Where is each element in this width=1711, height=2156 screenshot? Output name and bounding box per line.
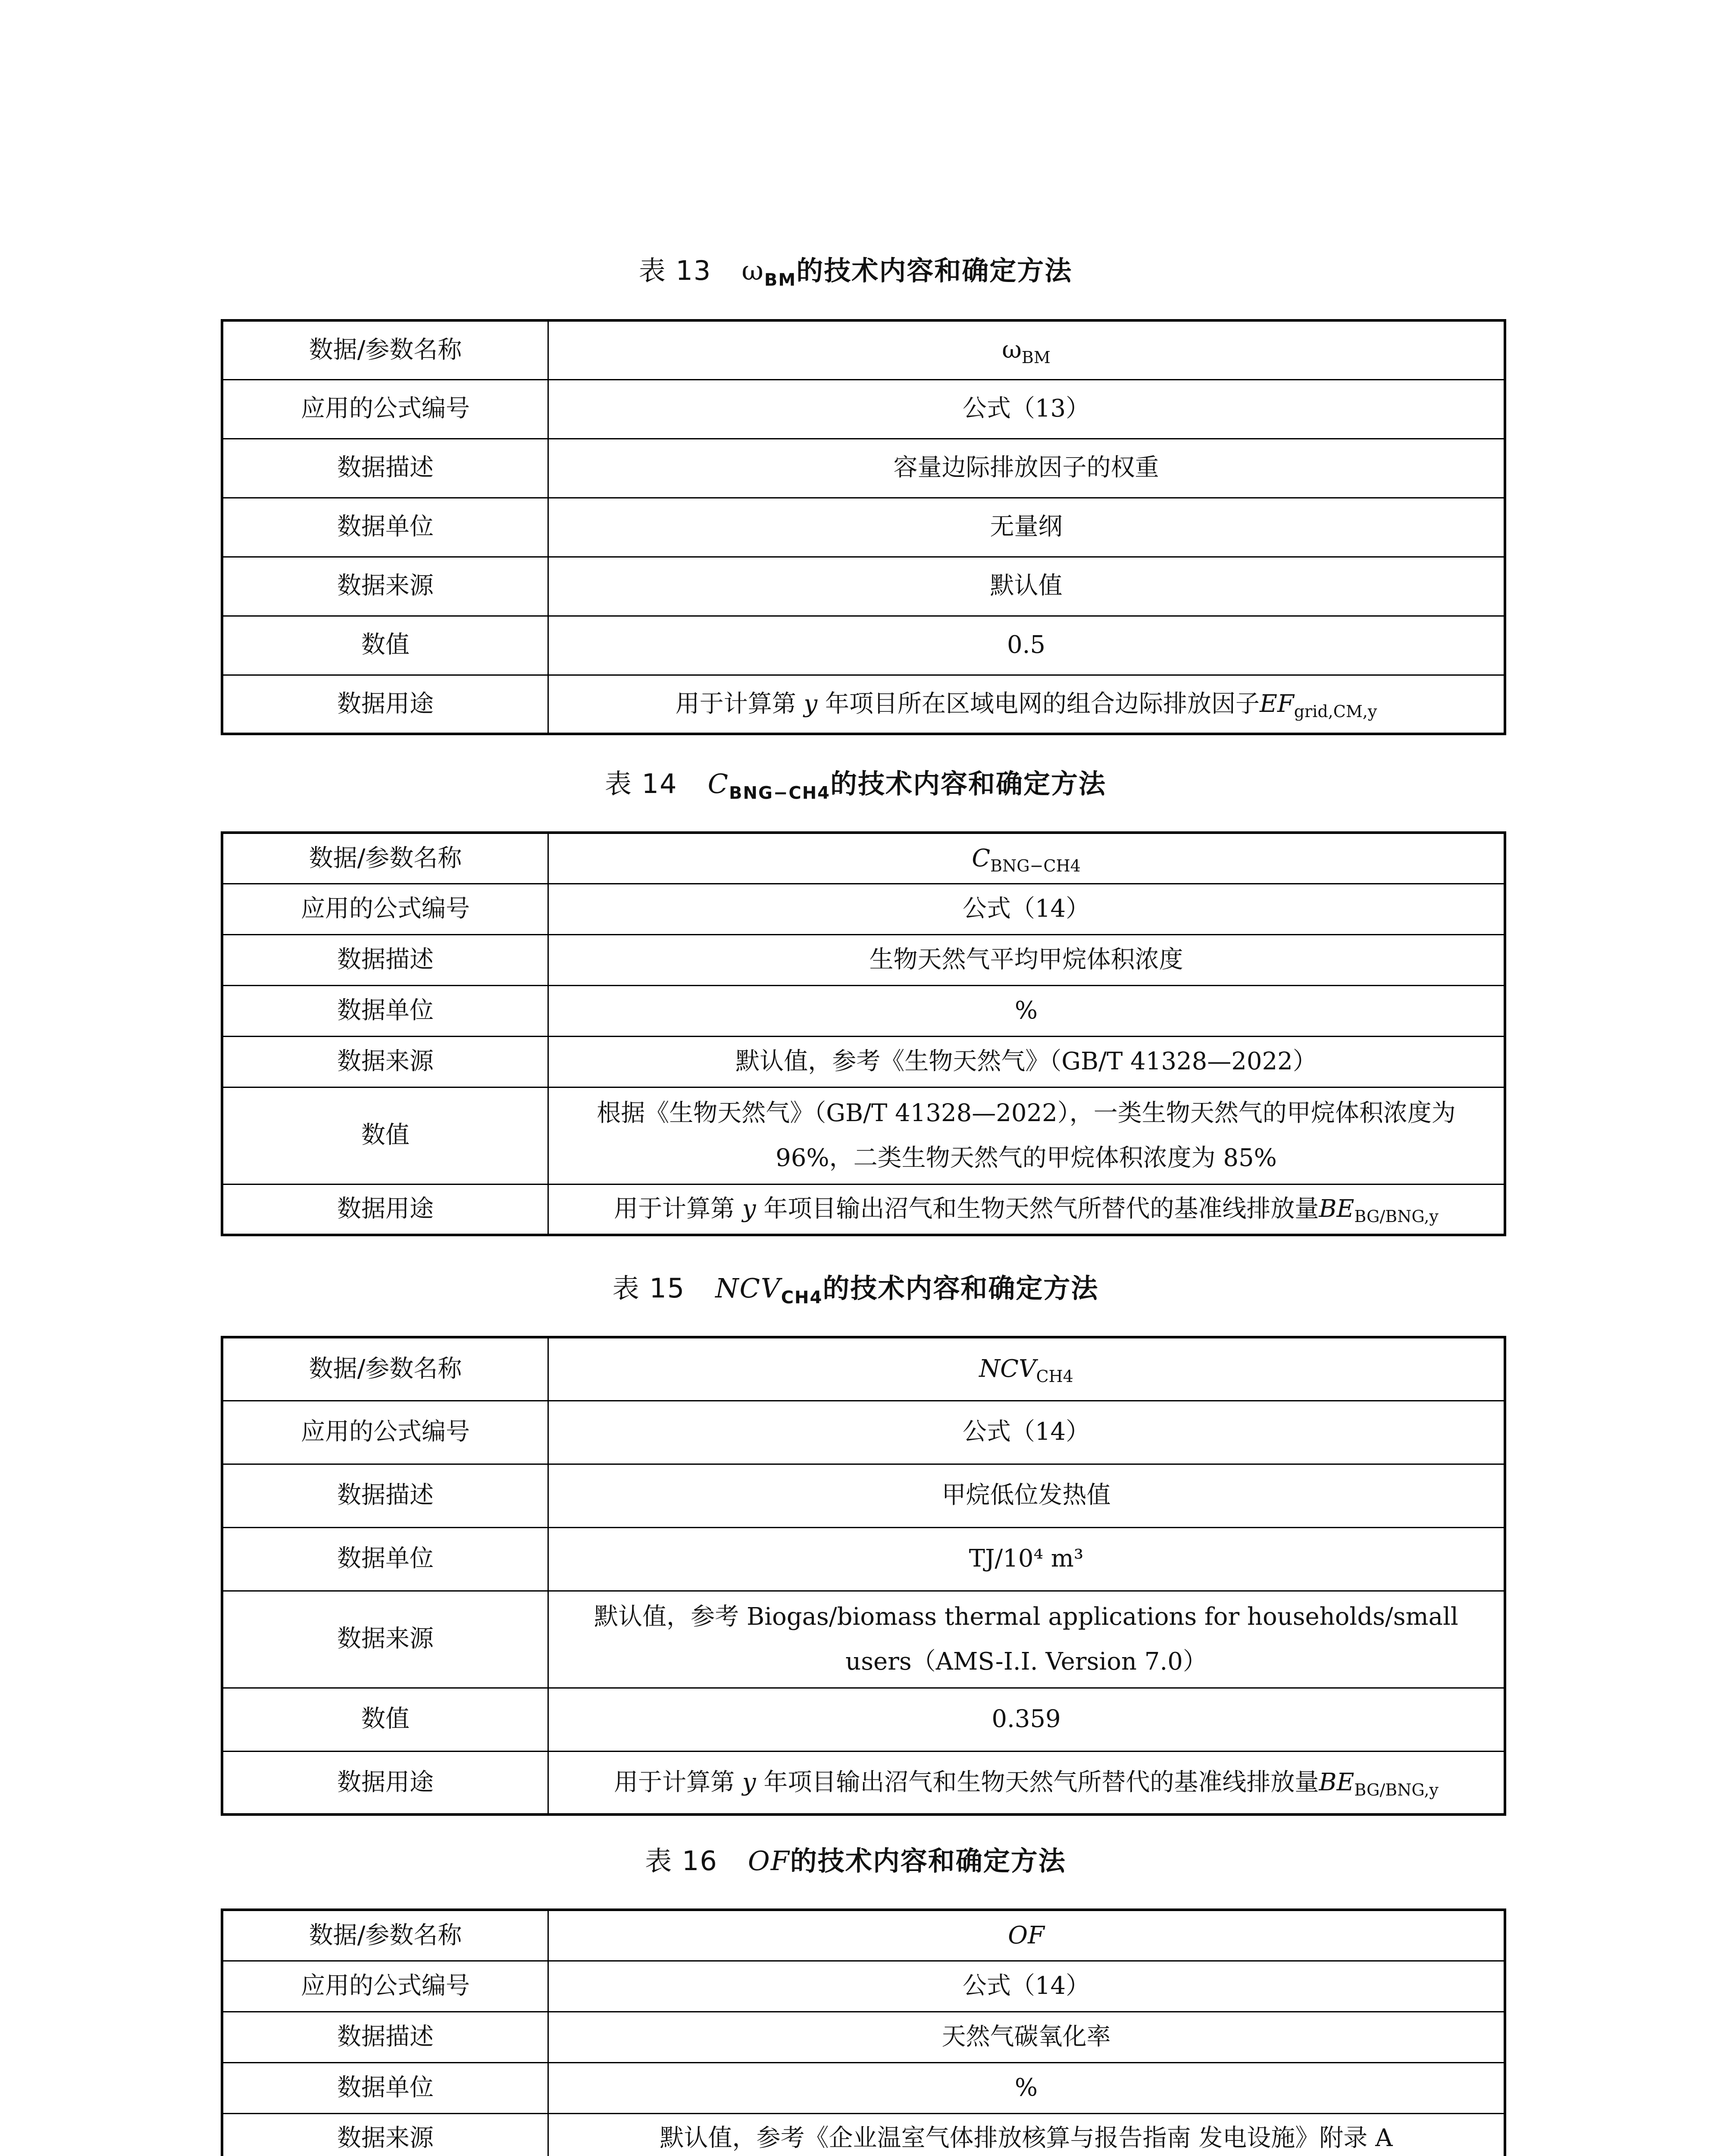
use-text: 用于计算第	[614, 1195, 735, 1223]
table-row	[222, 1184, 1505, 1235]
table-row	[222, 2113, 1505, 2156]
omega-symbol: ω	[741, 255, 764, 286]
row-label: 数据/参数名称	[222, 1337, 548, 1401]
table-16	[221, 1908, 1506, 2156]
symbol-subscript: BM	[764, 270, 797, 290]
row-label: 数据/参数名称	[222, 833, 548, 884]
table-row	[222, 2062, 1505, 2113]
table-13-caption	[0, 249, 1711, 290]
year-symbol: y	[742, 1768, 756, 1796]
param-symbol: OF	[1008, 1921, 1045, 1949]
row-value: 默认值，参考《企业温室气体排放核算与报告指南 发电设施》附录 A	[548, 2113, 1505, 2156]
row-value	[548, 833, 1505, 884]
table-15-caption	[0, 1267, 1711, 1307]
row-label: 应用的公式编号	[222, 1961, 548, 2012]
row-value: 根据《生物天然气》（GB/T 41328—2022），一类生物天然气的甲烷体积浓度为96%，二类生物天然气的甲烷体积浓度为 85%	[548, 1087, 1505, 1184]
row-label: 数据描述	[222, 2012, 548, 2062]
use-symbol-sub: BG/BNG,y	[1354, 1780, 1439, 1799]
use-symbol: BE	[1319, 1768, 1354, 1796]
table-row	[222, 1464, 1505, 1527]
row-label: 数据/参数名称	[222, 1910, 548, 1961]
row-label: 数据来源	[222, 1591, 548, 1688]
row-label: 数据用途	[222, 1184, 548, 1235]
row-value: 天然气碳氧化率	[548, 2012, 1505, 2062]
row-label: 数据描述	[222, 439, 548, 498]
caption-suffix: 的技术内容和确定方法	[790, 1845, 1066, 1877]
param-symbol-sub: BM	[1021, 348, 1051, 367]
table-row	[222, 439, 1505, 498]
ncv-symbol: NCV	[715, 1272, 781, 1304]
row-value	[548, 675, 1505, 734]
table-row	[222, 1751, 1505, 1814]
row-value: 默认值，参考《生物天然气》（GB/T 41328—2022）	[548, 1036, 1505, 1087]
row-label: 应用的公式编号	[222, 1401, 548, 1464]
table-row	[222, 833, 1505, 884]
table-row	[222, 557, 1505, 616]
c-symbol: C	[707, 768, 729, 799]
row-value	[548, 1910, 1505, 1961]
row-label: 数据用途	[222, 1751, 548, 1814]
use-symbol-sub: BG/BNG,y	[1354, 1207, 1439, 1226]
year-symbol: y	[742, 1195, 756, 1223]
table-16-caption	[0, 1839, 1711, 1878]
of-symbol: OF	[748, 1845, 790, 1877]
table-number: 表 15	[612, 1272, 685, 1304]
row-value: 生物天然气平均甲烷体积浓度	[548, 934, 1505, 985]
table-row	[222, 1591, 1505, 1688]
table-row	[222, 934, 1505, 985]
row-label: 数据单位	[222, 985, 548, 1036]
table-row	[222, 616, 1505, 675]
row-value	[548, 1184, 1505, 1235]
row-label: 数据用途	[222, 675, 548, 734]
table-13	[221, 319, 1506, 735]
use-text: 年项目输出沼气和生物天然气所替代的基准线排放量	[763, 1195, 1319, 1223]
table-row	[222, 1688, 1505, 1751]
row-value: 无量纲	[548, 498, 1505, 557]
table-row	[222, 1337, 1505, 1401]
row-label: 应用的公式编号	[222, 884, 548, 934]
use-text: 用于计算第	[614, 1768, 735, 1796]
row-label: 数据单位	[222, 1527, 548, 1591]
table-row	[222, 2012, 1505, 2062]
use-text: 用于计算第	[675, 689, 796, 718]
row-value: 甲烷低位发热值	[548, 1464, 1505, 1527]
row-label: 数据来源	[222, 1036, 548, 1087]
row-value: 公式（13）	[548, 379, 1505, 439]
table-14	[221, 831, 1506, 1236]
table-row	[222, 1961, 1505, 2012]
table-row	[222, 1910, 1505, 1961]
row-label: 数据单位	[222, 498, 548, 557]
row-label: 数据来源	[222, 557, 548, 616]
use-symbol: EF	[1259, 689, 1294, 718]
symbol-subscript: CH4	[781, 1288, 823, 1308]
row-value: 容量边际排放因子的权重	[548, 439, 1505, 498]
caption-suffix: 的技术内容和确定方法	[823, 1272, 1099, 1304]
row-value: TJ/10⁴ m³	[548, 1527, 1505, 1591]
caption-suffix: 的技术内容和确定方法	[796, 255, 1073, 286]
table-row	[222, 1401, 1505, 1464]
row-value: %	[548, 2062, 1505, 2113]
table-row	[222, 675, 1505, 734]
use-symbol-sub: grid,CM,y	[1294, 702, 1377, 721]
row-value	[548, 1337, 1505, 1401]
table-row	[222, 884, 1505, 934]
row-label: 数值	[222, 1688, 548, 1751]
table-number: 表 16	[645, 1845, 718, 1877]
symbol-subscript: BNG−CH4	[729, 783, 831, 803]
year-symbol: y	[804, 689, 818, 718]
table-row	[222, 379, 1505, 439]
caption-suffix: 的技术内容和确定方法	[830, 768, 1107, 799]
row-label: 应用的公式编号	[222, 379, 548, 439]
param-symbol: C	[972, 844, 991, 872]
param-symbol: ω	[1002, 336, 1022, 364]
row-value: 0.359	[548, 1688, 1505, 1751]
row-value: 公式（14）	[548, 884, 1505, 934]
table-15	[221, 1336, 1506, 1816]
table-row	[222, 498, 1505, 557]
row-value: 0.5	[548, 616, 1505, 675]
row-value	[548, 320, 1505, 379]
row-label: 数据单位	[222, 2062, 548, 2113]
row-value: 默认值	[548, 557, 1505, 616]
param-symbol-sub: CH4	[1036, 1367, 1073, 1386]
table-14-caption	[0, 762, 1711, 803]
table-row	[222, 1036, 1505, 1087]
table-row	[222, 1087, 1505, 1184]
row-label: 数据描述	[222, 934, 548, 985]
row-value: 公式（14）	[548, 1401, 1505, 1464]
row-value: %	[548, 985, 1505, 1036]
table-row	[222, 1527, 1505, 1591]
table-number: 表 13	[638, 255, 712, 286]
use-text: 年项目所在区域电网的组合边际排放因子	[825, 689, 1260, 718]
param-symbol-sub: BNG−CH4	[990, 856, 1081, 875]
table-number: 表 14	[604, 768, 678, 799]
table-row	[222, 320, 1505, 379]
row-label: 数值	[222, 616, 548, 675]
row-label: 数据来源	[222, 2113, 548, 2156]
row-label: 数据描述	[222, 1464, 548, 1527]
param-symbol: NCV	[979, 1355, 1036, 1383]
use-symbol: BE	[1319, 1195, 1354, 1223]
row-label: 数值	[222, 1087, 548, 1184]
row-label: 数据/参数名称	[222, 320, 548, 379]
use-text: 年项目输出沼气和生物天然气所替代的基准线排放量	[763, 1768, 1319, 1796]
table-row	[222, 985, 1505, 1036]
row-value: 默认值，参考 Biogas/biomass thermal applications for households/small users（AMS-I.I. Version 7.0）	[548, 1591, 1505, 1688]
row-value: 公式（14）	[548, 1961, 1505, 2012]
row-value	[548, 1751, 1505, 1814]
